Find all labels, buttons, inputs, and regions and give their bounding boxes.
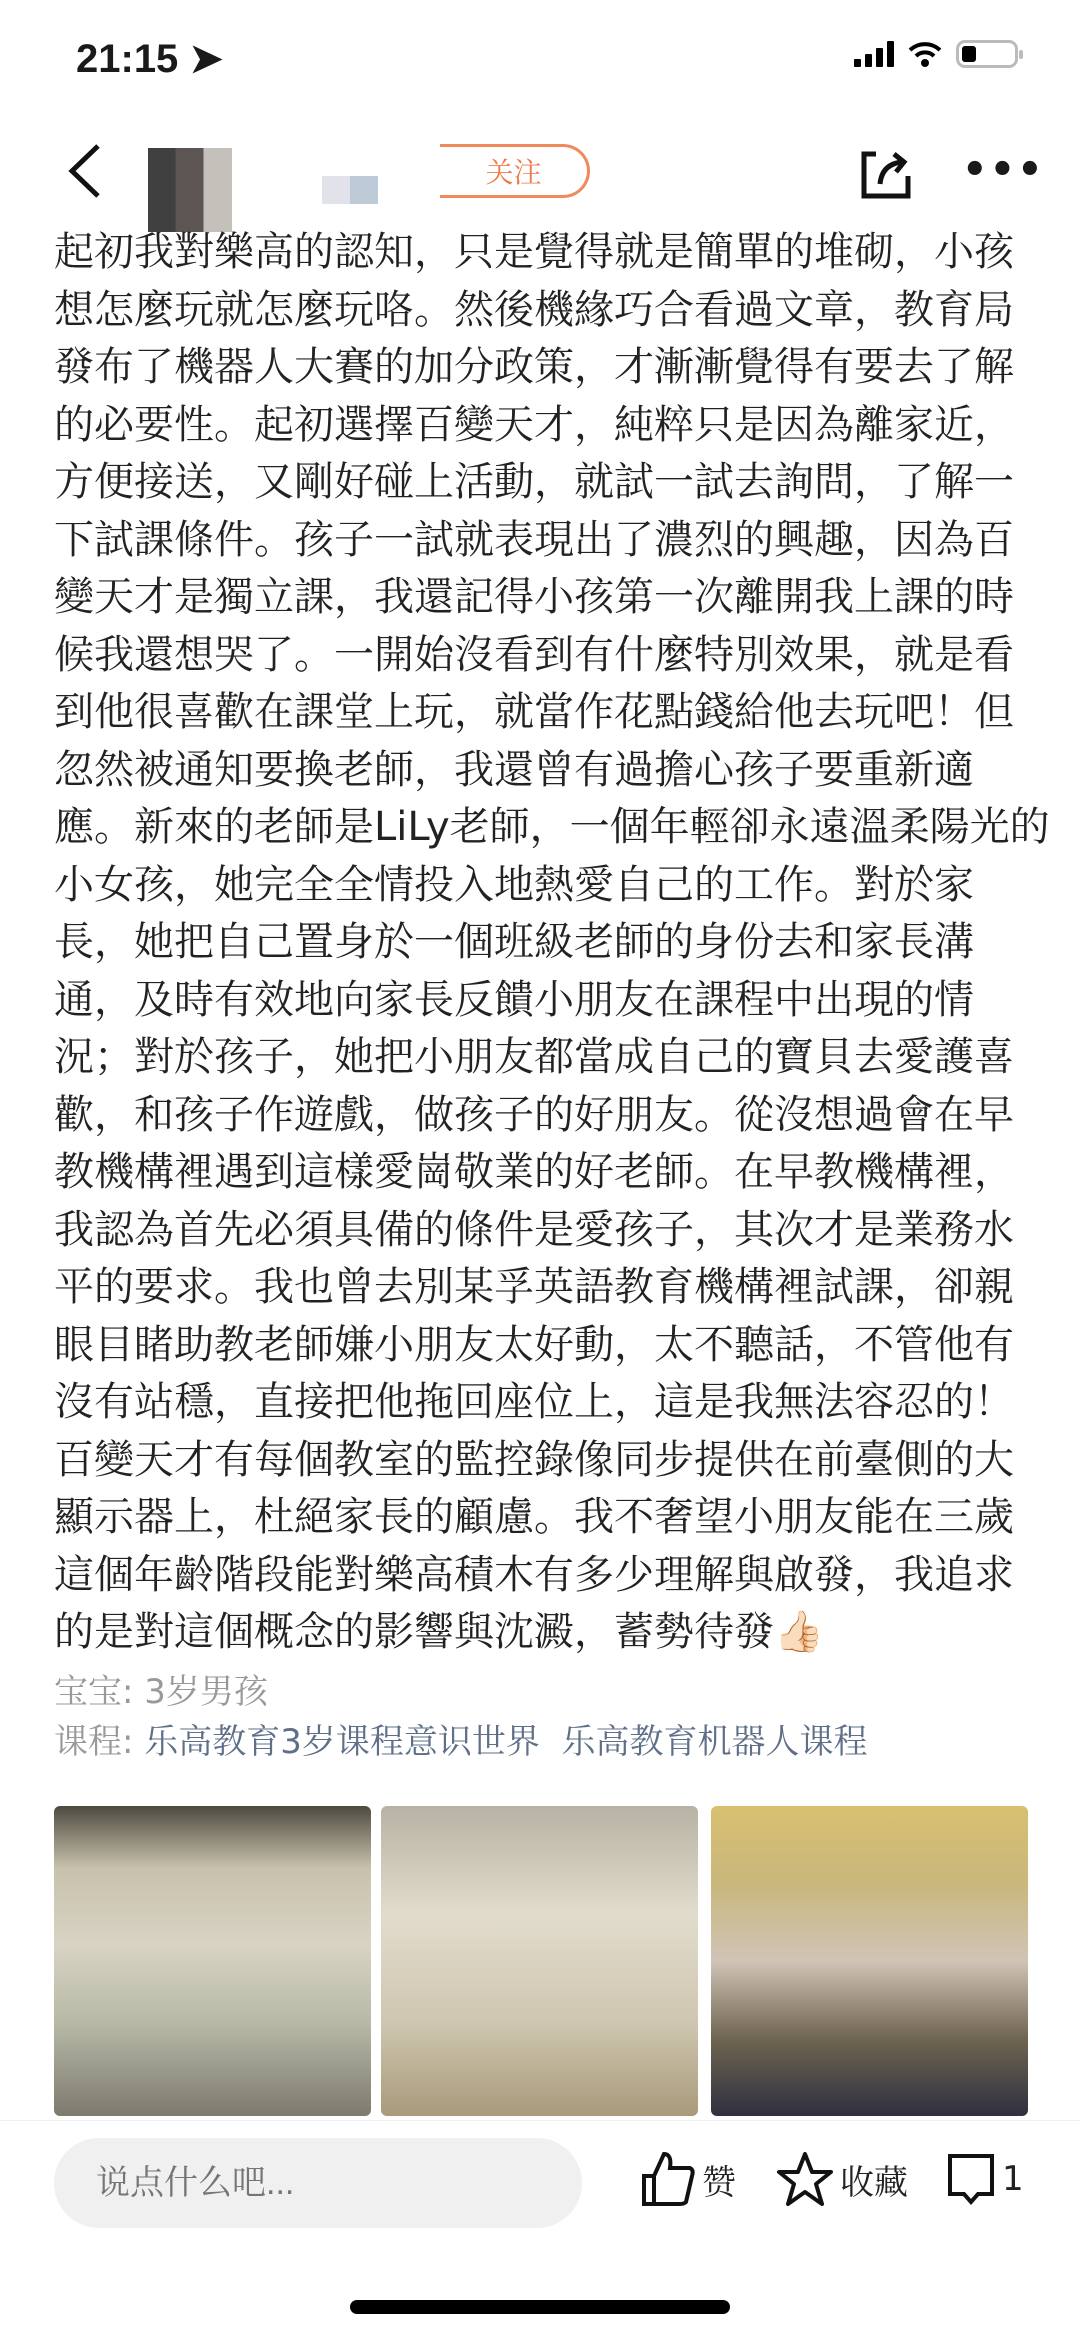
- post-text-line: 眼目睹助教老師嫌小朋友太好動，太不聽話，不管他有: [54, 1321, 1014, 1368]
- like-label: 赞: [702, 2162, 736, 2203]
- battery-icon: [956, 40, 1018, 68]
- post-text-line: 通，及時有效地向家長反饋小朋友在課程中出現的情: [54, 976, 974, 1023]
- comment-count: 1: [1002, 2159, 1024, 2199]
- post-text-line: 到他很喜歡在課堂上玩，就當作花點錢給他去玩吧！但: [54, 689, 1014, 735]
- status-icons: [854, 40, 1018, 68]
- baby-label: 宝宝:: [54, 1672, 145, 1712]
- favorite-label: 收藏: [840, 2162, 908, 2203]
- post-body: [54, 224, 1064, 1662]
- chevron-left-icon: [62, 140, 112, 202]
- baby-info: [54, 1664, 268, 1713]
- post-text-line: 想怎麼玩就怎麼玩咯。然後機緣巧合看過文章，教育局: [54, 286, 1014, 333]
- post-text-line: 的是對這個概念的影響與沈澱，蓄勢待發👍🏻: [54, 1609, 824, 1655]
- course-link[interactable]: 乐高教育3岁课程意识世界: [144, 1722, 540, 1762]
- signal-icon: [854, 41, 894, 67]
- post-text-line: 起初我對樂高的認知，只是覺得就是簡單的堆砌，小孩: [54, 229, 1014, 275]
- share-button[interactable]: [858, 146, 914, 202]
- favorite-button[interactable]: [776, 2150, 908, 2208]
- avatar[interactable]: [148, 148, 232, 232]
- follow-button[interactable]: [440, 144, 590, 198]
- more-icon: •••: [962, 147, 1045, 193]
- wifi-icon: [908, 40, 942, 68]
- thumbs-up-icon: [640, 2150, 696, 2208]
- post-text-line: 顯示器上，杜絕家長的顧慮。我不奢望小朋友能在三歲: [54, 1494, 1014, 1540]
- course-link[interactable]: 乐高教育机器人课程: [561, 1722, 868, 1762]
- post-text-line: 沒有站穩，直接把他拖回座位上，這是我無法容忍的！: [54, 1379, 1014, 1425]
- comment-button[interactable]: [946, 2150, 1024, 2208]
- post-text-line: 歡，和孩子作遊戲，做孩子的好朋友。從沒想過會在早: [54, 1091, 1014, 1138]
- post-text-line: 百變天才有每個教室的監控錄像同步提供在前臺側的大: [54, 1436, 1014, 1483]
- comment-input[interactable]: [54, 2138, 582, 2228]
- post-text-line: 忽然被通知要換老師，我還曾有過擔心孩子要重新適: [54, 746, 974, 793]
- share-icon: [858, 146, 914, 202]
- post-text-line: 方便接送，又剛好碰上活動，就試一試去詢問，了解一: [54, 459, 1014, 505]
- post-text-line: 我認為首先必須具備的條件是愛孩子，其次才是業務水: [54, 1206, 1014, 1253]
- follow-label: 关注: [485, 156, 542, 189]
- more-button[interactable]: [962, 147, 1045, 193]
- home-indicator[interactable]: [350, 2300, 730, 2314]
- star-icon: [776, 2150, 834, 2208]
- post-text-line: 應。新來的老師是LiLy老師，一個年輕卻永遠溫柔陽光的: [54, 804, 1050, 850]
- course-info: [54, 1714, 868, 1763]
- time-text: 21:15: [76, 37, 179, 81]
- baby-value: 3岁男孩: [144, 1672, 268, 1712]
- photo-thumbnail[interactable]: [711, 1806, 1028, 2116]
- photo-thumbnail[interactable]: [54, 1806, 371, 2116]
- post-text-line: 長，她把自己置身於一個班級老師的身份去和家長溝: [54, 919, 974, 965]
- post-text-line: 教機構裡遇到這樣愛崗敬業的好老師。在早教機構裡，: [54, 1149, 1014, 1195]
- post-text-line: 發布了機器人大賽的加分政策，才漸漸覺得有要去了解: [54, 344, 1014, 390]
- location-arrow-icon: ➤: [189, 37, 223, 81]
- post-text-line: 這個年齡階段能對樂高積木有多少理解與啟發，我追求: [54, 1551, 1014, 1598]
- author-name-blurred[interactable]: [322, 176, 378, 204]
- post-text-line: 下試課條件。孩子一試就表現出了濃烈的興趣，因為百: [54, 516, 1014, 563]
- course-label: 课程:: [54, 1722, 145, 1762]
- post-text-line: 的必要性。起初選擇百變天才，純粹只是因為離家近，: [54, 401, 1014, 448]
- comment-icon: [946, 2150, 996, 2208]
- post-text-line: 小女孩，她完全全情投入地熱愛自己的工作。對於家: [54, 861, 974, 908]
- post-text-line: 變天才是獨立課，我還記得小孩第一次離開我上課的時: [54, 574, 1014, 620]
- post-text-line: 況；對於孩子，她把小朋友都當成自己的寶貝去愛護喜: [54, 1034, 1014, 1080]
- photo-thumbnail[interactable]: [381, 1806, 698, 2116]
- back-button[interactable]: [62, 140, 112, 202]
- like-button[interactable]: [640, 2150, 736, 2208]
- post-text-line: 候我還想哭了。一開始沒看到有什麼特別效果，就是看: [54, 631, 1014, 678]
- post-text-line: 平的要求。我也曾去別某孚英語教育機構裡試課，卻親: [54, 1264, 1014, 1310]
- status-time: [76, 36, 223, 82]
